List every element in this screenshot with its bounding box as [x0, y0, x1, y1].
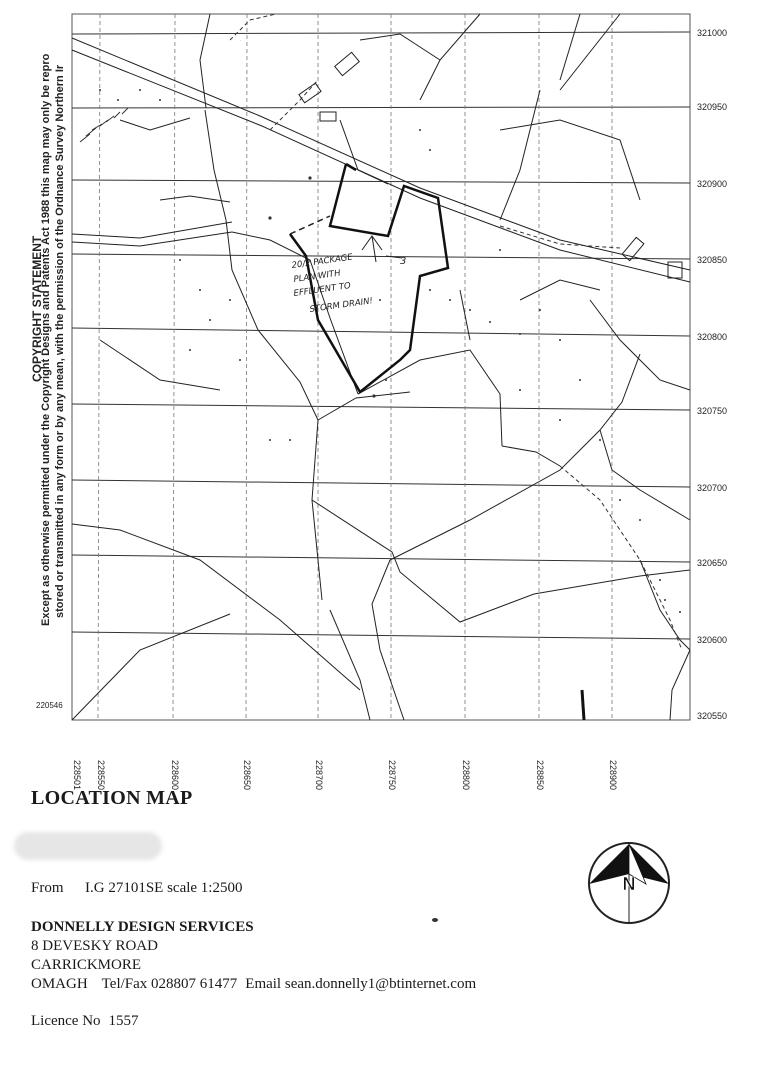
easting-label: 228600 [170, 760, 180, 791]
annotation-line-1: 20/2 PACKAGE [291, 252, 354, 271]
address-line-2: CARRICKMORE [31, 957, 142, 973]
easting-label: 228800 [461, 760, 471, 791]
easting-label: 228550 [96, 760, 106, 791]
grid-line-320600 [72, 632, 690, 639]
easting-label-corner: 228501 [72, 760, 82, 791]
corner-northing-label: 220546 [36, 701, 63, 710]
copyright-line-2: stored or transmitted in any form or by any mean, with the permission of the Ordnance Survey Northern Ir [54, 64, 66, 618]
northing-label: 320900 [697, 179, 728, 189]
site-boundary-dashed [290, 216, 330, 234]
northing-label: 320700 [697, 483, 728, 493]
redacted-text [14, 832, 162, 860]
northing-label: 320950 [697, 102, 728, 112]
easting-label: 228700 [314, 760, 324, 791]
source-row [31, 880, 242, 897]
licence-row [31, 1013, 139, 1030]
annotation-arrow [362, 236, 402, 262]
email: Email sean.donnelly1@btinternet.com [245, 976, 477, 992]
handwritten-annotation [291, 252, 406, 315]
page-title: LOCATION MAP [31, 787, 193, 809]
copyright-line-1: Except as otherwise permitted under the Copyright Designs and Patents Act 1988 this map may only be repro [40, 53, 52, 626]
northing-label: 320850 [697, 255, 728, 265]
annotation-line-2: PLAN WITH [293, 268, 342, 285]
field-boundaries [72, 14, 690, 720]
north-arrow-icon [586, 840, 672, 926]
from-label: From [31, 880, 64, 896]
licence-number: 1557 [108, 1013, 139, 1029]
easting-label: 228750 [387, 760, 397, 791]
grid-line-320800 [72, 328, 690, 336]
easting-grid [98, 14, 612, 720]
map-frame [72, 14, 690, 720]
easting-label: 228900 [608, 760, 618, 791]
easting-label: 228650 [242, 760, 252, 791]
address-line-3 [31, 976, 476, 993]
parcel-labels [240, 38, 241, 43]
from-value: I.G 27101SE scale 1:2500 [85, 880, 243, 896]
grid-line-321000 [72, 32, 690, 34]
address-line-1: 8 DEVESKY ROAD [31, 938, 158, 954]
telephone: Tel/Fax 028807 61477 [101, 976, 238, 992]
vegetation-symbols [99, 89, 681, 613]
grid-line-320950 [72, 107, 690, 108]
annotation-line-4: STORM DRAIN! [309, 296, 374, 315]
survey-mark [582, 690, 584, 720]
grid-line-320750 [72, 404, 690, 410]
northing-label: 321000 [697, 28, 728, 38]
grid-line-320700 [72, 480, 690, 487]
licence-label: Licence No [31, 1013, 101, 1029]
north-label: N [622, 874, 636, 894]
northing-label: 320550 [697, 711, 728, 721]
company-name: DONNELLY DESIGN SERVICES [31, 919, 254, 935]
northing-grid [72, 32, 690, 639]
northing-label: 320650 [697, 558, 728, 568]
northing-label: 320750 [697, 406, 728, 416]
northing-label: 320600 [697, 635, 728, 645]
address-town: OMAGH [31, 976, 88, 992]
easting-label: 228850 [535, 760, 545, 791]
grid-line-320650 [72, 555, 690, 562]
embankment-hatching [80, 108, 128, 142]
copyright-title: COPYRIGHT STATEMENT [30, 235, 44, 382]
svg-text:·: · [240, 38, 242, 43]
speck [432, 918, 438, 922]
northing-label: 320800 [697, 332, 728, 342]
annotation-line-3: EFFLUENT TO [293, 281, 352, 299]
grid-line-320850 [72, 254, 690, 259]
annotation-marker: 3 [400, 256, 407, 267]
